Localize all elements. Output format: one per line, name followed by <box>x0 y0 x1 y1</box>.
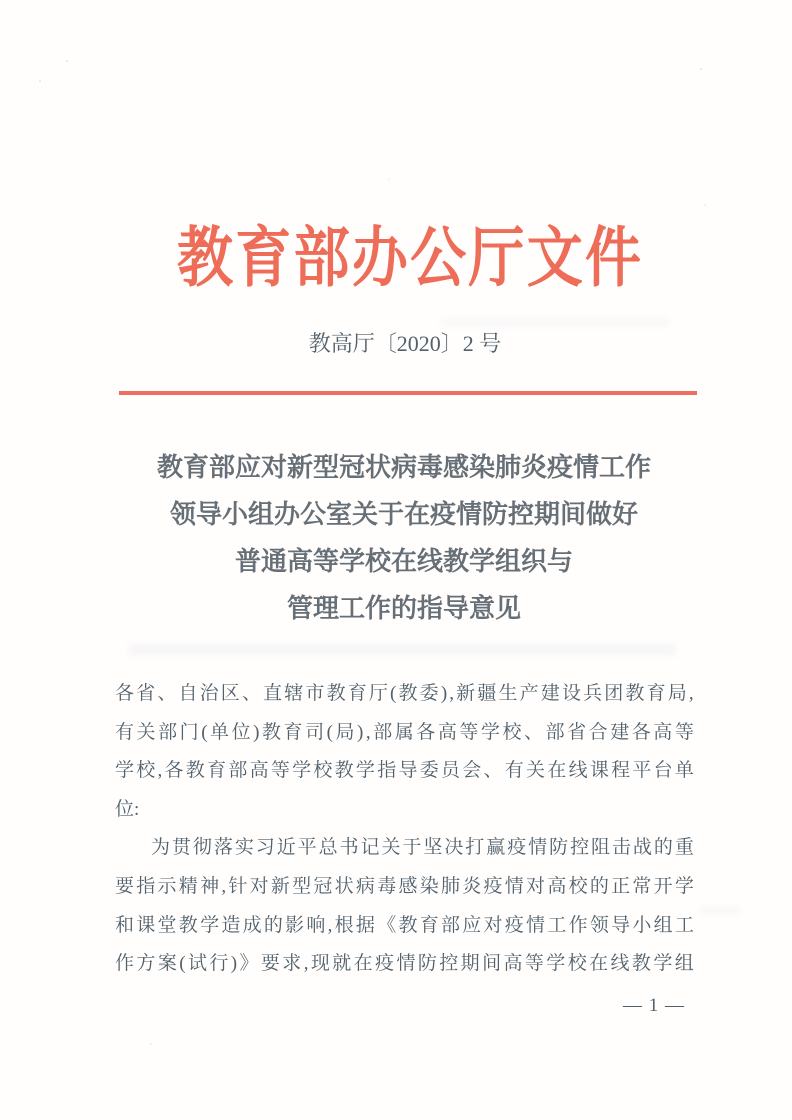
scan-speck <box>150 1043 152 1045</box>
red-divider-line <box>119 391 697 395</box>
body-line-2: 要 指 示 精 神 , 针 对 新 型 冠 状 病 毒 感 染 肺 炎 疫 情 对 高 校 的 正 常 开 学 <box>115 875 694 897</box>
body-line-4: 作 方 案 ( 试 行 ) 》 要 求 , 现 就 在 疫 情 防 控 期 间 高 等 学 校 在 线 教 学 组 <box>115 953 694 975</box>
document-title-line-1: 教育部应对新型冠状病毒感染肺炎疫情工作 <box>156 453 651 482</box>
document-header-title: 教 育 部 办 公 厅 文 件 <box>177 222 641 296</box>
scan-bleedthrough-band <box>128 644 676 656</box>
scan-speck <box>700 68 702 70</box>
document-title-line-2: 领导小组办公室关于在疫情防控期间做好 <box>169 500 638 529</box>
document-title <box>8 444 792 632</box>
document-body <box>115 675 694 984</box>
scan-bleedthrough-band <box>700 906 740 914</box>
document-number: 教高厅〔2020〕2 号 <box>308 331 502 356</box>
scan-speck <box>704 204 706 206</box>
body-line-3: 和 课 堂 教 学 造 成 的 影 响 , 根 据 《 教 育 部 应 对 疫 情 工 作 领 导 小 组 工 <box>115 914 694 936</box>
recipient-line-3: 学 校 , 各 教 育 部 高 等 学 校 教 学 指 导 委 员 会 、 有 关 在 线 课 程 平 台 单 <box>115 760 694 782</box>
document-title-line-4: 管理工作的指导意见 <box>286 594 521 623</box>
scan-speck <box>39 80 41 82</box>
recipient-line-2: 有 关 部 门 ( 单 位 ) 教 育 司 ( 局 ) , 部 属 各 高 等 学 校 、 部 省 合 建 各 高 等 <box>115 721 694 743</box>
recipient-line-1: 各 省 、 自 治 区 、 直 辖 市 教 育 厅 ( 教 委 ) , 新 疆 生 产 建 设 兵 团 教 育 局 , <box>115 683 694 704</box>
body-line-1: 为 贯 彻 落 实 习 近 平 总 书 记 关 于 坚 决 打 赢 疫 情 防 控 阻 击 战 的 重 <box>151 837 694 859</box>
page-number: — 1 — <box>623 995 685 1016</box>
scan-bleedthrough-band <box>440 318 670 327</box>
document-title-line-3: 普通高等学校在线教学组织与 <box>234 547 573 576</box>
scan-speck <box>388 178 390 180</box>
recipient-line-4: 位: <box>115 798 140 820</box>
scan-speck <box>66 60 68 62</box>
